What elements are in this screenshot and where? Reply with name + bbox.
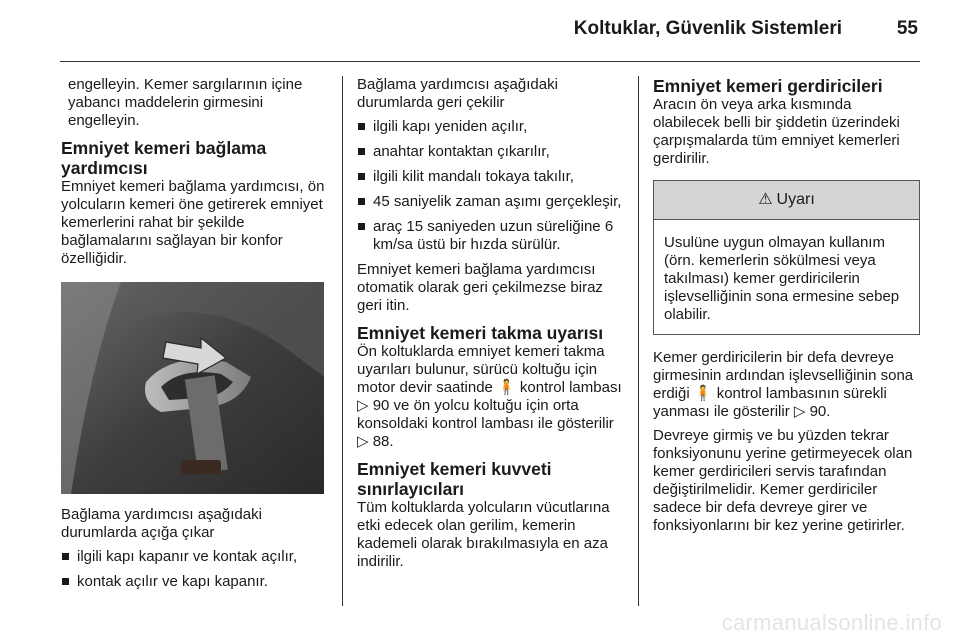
paragraph: Ön koltuklarda emniyet kemeri takma uyarıları bulunur, sürücü koltuğu için motor devir saatinde 🧍 kontrol lambası ▷ 90 ve ön yolcu koltuğu için orta konsoldaki kontrol lambası ile gösterilir ▷ 88. — [357, 343, 622, 450]
paragraph: Kemer gerdiricilerin bir defa devreye girmesinin ardından işlevselliğinin sona erdiği 🧍 kontrol lambasının sürekli yanması ile gösterilir ▷ 90. — [653, 349, 914, 420]
warning-header — [654, 181, 919, 220]
paragraph: Emniyet kemeri bağlama yardımcısı otomatik olarak geri çekilmezse biraz geri itin. — [357, 261, 603, 314]
bullet-icon — [358, 223, 365, 230]
list-item: kontak açılır ve kapı kapanır. — [61, 573, 331, 591]
section-heading-kuvvet-sinirlayicilari: Emniyet kemeri kuvveti sınırlayıcıları — [357, 459, 552, 499]
paragraph: Bağlama yardımcısı aşağıdaki durumlarda açığa çıkar — [61, 506, 262, 541]
page-header-title: Koltuklar, Güvenlik Sistemleri — [573, 18, 842, 39]
watermark: carmanualsonline.info — [721, 610, 942, 635]
column-3 — [653, 76, 920, 541]
seat-belt-image — [61, 282, 324, 494]
continuation-paragraph: engelleyin. Kemer sargılarının içine yabancı maddelerin girmesini engelleyin. — [68, 76, 303, 129]
paragraph: Devreye girmiş ve bu yüzden tekrar fonksiyonunu yerine getirmeyecek olan kemer gerdiricileri servis tarafından değiştirilmelidir. Kemer gerdiriciler sadece bir defa devreye girer ve fonksiyonlarını bir kez yerine getirirler. — [653, 427, 913, 534]
column-divider-2 — [638, 76, 639, 606]
bullet-icon — [358, 198, 365, 205]
warning-title: Uyarı — [776, 191, 815, 208]
bullet-list — [357, 118, 625, 254]
page-number: 55 — [896, 18, 918, 39]
list-item: ilgili kapı kapanır ve kontak açılır, — [61, 548, 331, 566]
list-item: anahtar kontaktan çıkarılır, — [357, 143, 625, 161]
list-item: araç 15 saniyeden uzun süreliğine 6 km/sa üstü bir hızda sürülür. — [357, 218, 625, 254]
warning-box — [653, 180, 920, 335]
section-heading-gerdiriciler: Emniyet kemeri gerdiricileri — [653, 76, 883, 96]
bullet-icon — [358, 123, 365, 130]
column-1 — [61, 76, 331, 598]
bullet-icon — [62, 553, 69, 560]
list-item: ilgili kapı yeniden açılır, — [357, 118, 625, 136]
section-heading-bagla-yardimcisi: Emniyet kemeri bağlama yardımcısı — [61, 138, 267, 178]
header-rule — [60, 61, 920, 62]
paragraph: Tüm koltuklarda yolcuların vücutlarına etki edecek olan gerilim, kemerin kademeli olarak bırakılmasıyla en aza indirilir. — [357, 499, 610, 570]
paragraph: Emniyet kemeri bağlama yardımcısı, ön yolcuların kemeri öne getirerek emniyet kemerlerini rahat bir şekilde bağlamalarını sağlayan bir konfor özelliğidir. — [61, 178, 325, 267]
column-2 — [357, 76, 625, 577]
warning-icon: ⚠ — [758, 191, 773, 208]
bullet-icon — [358, 148, 365, 155]
paragraph: Aracın ön veya arka kısmında olabilecek belli bir şiddetin üzerindeki çarpışmalarda tüm emniyet kemerleri gerdirilir. — [653, 96, 900, 167]
section-heading-takma-uyarisi: Emniyet kemeri takma uyarısı — [357, 323, 604, 343]
list-item: 45 saniyelik zaman aşımı gerçekleşir, — [357, 193, 625, 211]
bullet-list — [61, 548, 331, 591]
seat-belt-presenter-illustration — [61, 282, 324, 494]
column-divider-1 — [342, 76, 343, 606]
bullet-icon — [358, 173, 365, 180]
list-item: ilgili kilit mandalı tokaya takılır, — [357, 168, 625, 186]
paragraph: Bağlama yardımcısı aşağıdaki durumlarda geri çekilir — [357, 76, 558, 111]
warning-text: Usulüne uygun olmayan kullanım (örn. kemerlerin sökülmesi veya takılması) kemer gerdiricilerin işlevselliğinin sona ermesine sebep olabilir. — [664, 234, 900, 323]
bullet-icon — [62, 578, 69, 585]
